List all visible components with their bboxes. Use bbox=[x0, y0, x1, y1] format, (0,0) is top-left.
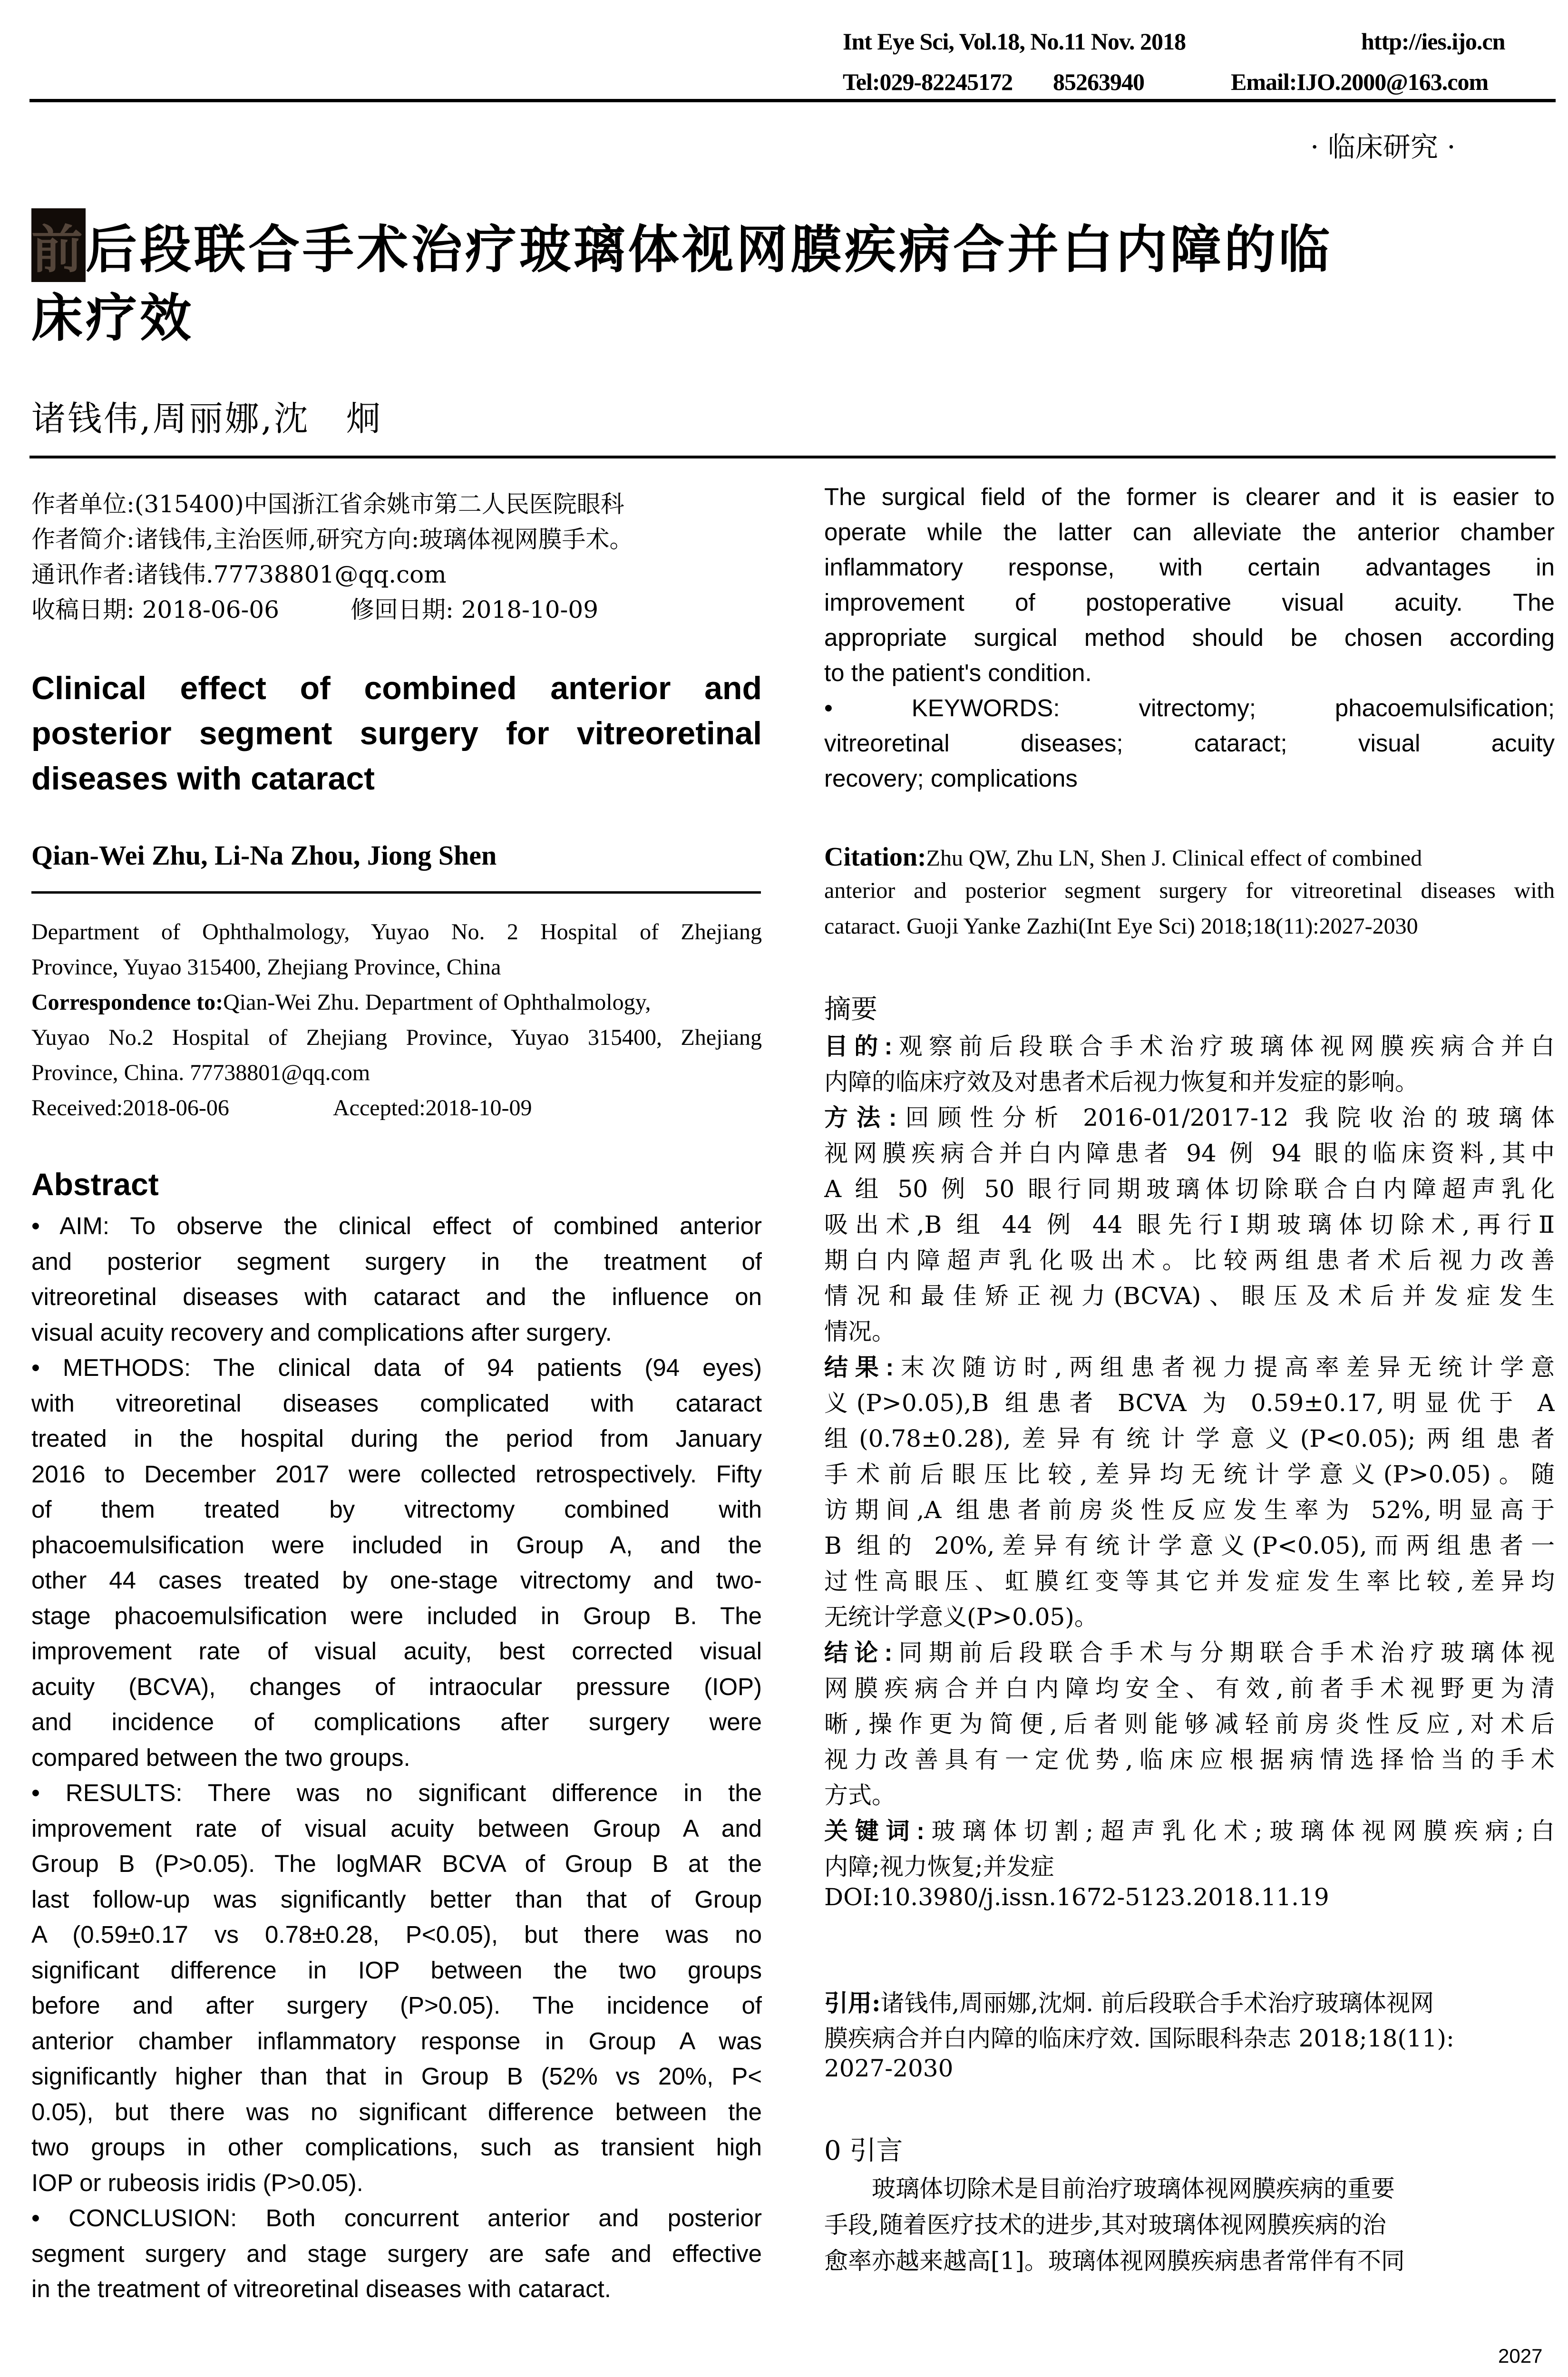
citation-cn-line2: 膜疾病合并白内障的临床疗效. 国际眼科杂志 2018;18(11): bbox=[824, 2025, 1454, 2052]
abstract-cn-text: 情况和最佳矫正视力(BCVA)、眼压及术后并发症发生 bbox=[824, 1282, 1555, 1310]
abstract-en-line: 2016 to December 2017 were collected retrospectively. Fifty bbox=[31, 1460, 762, 1488]
abstract-en-line: vitreoretinal diseases with cataract and the influence on bbox=[31, 1283, 762, 1310]
abstract-en-line: operate while the latter can alleviate the anterior chamber bbox=[824, 518, 1555, 546]
abstract-en-line: phacoemulsification were included in Group A, and the bbox=[31, 1531, 762, 1559]
abstract-en-line: in the treatment of vitreoretinal diseases with cataract. bbox=[31, 2275, 611, 2302]
abstract-en-line: appropriate surgical method should be chosen according bbox=[824, 624, 1555, 651]
abstract-en-line: segment surgery and stage surgery are safe and effective bbox=[31, 2240, 762, 2267]
citation-en-line1 bbox=[824, 842, 1422, 872]
abstract-en-line: compared between the two groups. bbox=[31, 1744, 410, 1771]
abstract-cn-label: 结论: bbox=[824, 1639, 893, 1666]
citation-en-text1: Zhu QW, Zhu LN, Shen J. Clinical effect of combined bbox=[926, 846, 1422, 871]
title-en-line2: posterior segment surgery for vitreoretinal bbox=[31, 715, 762, 751]
abstract-cn-line bbox=[824, 1241, 1555, 1276]
abstract-cn-text: 网膜疾病合并白内障均安全、有效,前者手术视野更为清 bbox=[824, 1675, 1555, 1702]
abstract-cn-heading: 摘要 bbox=[824, 994, 877, 1025]
abstract-cn-line bbox=[824, 1883, 1329, 1911]
abstract-cn-text: 观察前后段联合手术治疗玻璃体视网膜疾病合并白 bbox=[892, 1033, 1555, 1060]
abstract-en-line: Group B (P>0.05). The logMAR BCVA of Group B at the bbox=[31, 1850, 762, 1877]
abstract-cn-text: 内障的临床疗效及对患者术后视力恢复和并发症的影响。 bbox=[824, 1068, 1419, 1096]
title-en-line3: diseases with cataract bbox=[31, 760, 375, 797]
abstract-en-line: improvement rate of visual acuity, best corrected visual bbox=[31, 1637, 762, 1665]
corresponding-author: 通讯作者:诸钱伟.77738801@qq.com bbox=[31, 561, 447, 588]
abstract-en-line: last follow-up was significantly better than that of Group bbox=[31, 1885, 762, 1913]
abstract-cn-text: 吸出术,B 组 44 例 44 眼先行Ⅰ期玻璃体切除术,再行Ⅱ bbox=[824, 1211, 1555, 1238]
author-bio: 作者简介:诸钱伟,主治医师,研究方向:玻璃体视网膜手术。 bbox=[31, 526, 633, 553]
journal-url[interactable]: http://ies.ijo.cn bbox=[1361, 28, 1505, 55]
abstract-cn-text: 晰,操作更为简便,后者则能够减轻前房炎性反应,对术后 bbox=[824, 1710, 1555, 1738]
correspondence-line2: Yuyao No.2 Hospital of Zhejiang Province, Yuyao 315400, Zhejiang bbox=[31, 1025, 762, 1050]
abstract-heading: Abstract bbox=[31, 1167, 159, 1202]
intro-line2: 手段,随着医疗技术的进步,其对玻璃体视网膜疾病的治 bbox=[824, 2211, 1386, 2239]
citation-cn-text1: 诸钱伟,周丽娜,沈炯. 前后段联合手术治疗玻璃体视网 bbox=[880, 1989, 1434, 2017]
citation-cn-line1 bbox=[824, 1984, 1434, 2018]
journal-info: Int Eye Sci, Vol.18, No.11 Nov. 2018 bbox=[843, 28, 1186, 55]
abstract-en-line: other 44 cases treated by one-stage vitrectomy and two- bbox=[31, 1567, 762, 1594]
abstract-cn-text: 访期间,A 组患者前房炎性反应发生率为 52%,明显高于 bbox=[824, 1496, 1555, 1524]
abstract-en-line: treated in the hospital during the period from January bbox=[31, 1425, 762, 1452]
journal-email[interactable]: Email:IJO.2000@163.com bbox=[1231, 68, 1489, 95]
abstract-en-line: vitreoretinal diseases; cataract; visual acuity bbox=[824, 730, 1555, 757]
abstract-en-line: recovery; complications bbox=[824, 765, 1078, 792]
abstract-cn-text: 视网膜疾病合并白内障患者 94 例 94 眼的临床资料,其中 bbox=[824, 1140, 1555, 1167]
abstract-en-line: with vitreoretinal diseases complicated with cataract bbox=[31, 1389, 762, 1417]
abstract-cn-line bbox=[824, 1420, 1555, 1454]
title-cn-line1 bbox=[31, 208, 1333, 282]
abstract-en-line: significantly higher than that in Group B (52% vs 20%, P< bbox=[31, 2063, 762, 2090]
page-number: 2027 bbox=[1498, 2345, 1543, 2367]
abstract-cn-line bbox=[824, 1705, 1555, 1739]
abstract-cn-line bbox=[824, 1348, 1555, 1383]
abstract-en-line: and posterior segment surgery in the treatment of bbox=[31, 1247, 762, 1275]
abstract-cn-line bbox=[824, 1384, 1555, 1418]
abstract-cn-text: 义(P>0.05),B 组患者 BCVA 为 0.59±0.17,明显优于 A bbox=[824, 1389, 1555, 1417]
header-rule bbox=[29, 99, 1556, 102]
abstract-cn-text: 内障;视力恢复;并发症 bbox=[824, 1853, 1054, 1880]
abstract-cn-text: 方式。 bbox=[824, 1782, 896, 1809]
abstract-cn-line bbox=[824, 1598, 1098, 1632]
citation-en-line2: anterior and posterior segment surgery for vitreoretinal diseases with bbox=[824, 878, 1555, 903]
authors-en-rule bbox=[31, 891, 761, 894]
intro-heading: 0 引言 bbox=[824, 2135, 903, 2166]
abstract-en-line: • RESULTS: There was no significant difference in the bbox=[31, 1779, 762, 1806]
intro-line3: 愈率亦越来越高[1]。玻璃体视网膜疾病患者常伴有不同 bbox=[824, 2247, 1405, 2275]
received-en: Received:2018-06-06 bbox=[31, 1095, 229, 1120]
abstract-cn-text: 视力改善具有一定优势,临床应根据病情选择恰当的手术 bbox=[824, 1746, 1555, 1773]
received-revised-dates: 收稿日期: 2018-06-06 修回日期: 2018-10-09 bbox=[31, 596, 599, 623]
journal-tel: Tel:029-82245172 bbox=[843, 68, 1013, 95]
abstract-cn-line bbox=[824, 1527, 1555, 1561]
abstract-cn-line bbox=[824, 1812, 1555, 1846]
abstract-en-line: • KEYWORDS: vitrectomy; phacoemulsification; bbox=[824, 694, 1555, 721]
abstract-cn-line bbox=[824, 1491, 1555, 1525]
abstract-cn-text: 手术前后眼压比较,差异均无统计学意义(P>0.05)。随 bbox=[824, 1461, 1555, 1488]
abstract-en-line: and incidence of complications after surgery were bbox=[31, 1708, 762, 1735]
abstract-cn-line bbox=[824, 1170, 1555, 1204]
title-cn-rest: 后段联合手术治疗玻璃体视网膜疾病合并白内障的临 bbox=[86, 220, 1333, 280]
abstract-cn-text: A 组 50 例 50 眼行同期玻璃体切除联合白内障超声乳化 bbox=[824, 1175, 1555, 1203]
title-en-line1: Clinical effect of combined anterior and bbox=[31, 670, 762, 706]
abstract-en-line: before and after surgery (P>0.05). The incidence of bbox=[31, 1992, 762, 2019]
title-cn-line2: 床疗效 bbox=[31, 289, 195, 348]
citation-cn-line3: 2027-2030 bbox=[824, 2055, 954, 2082]
abstract-cn-text: 末次随访时,两组患者视力提高率差异无统计学意 bbox=[894, 1354, 1555, 1381]
abstract-en-line: IOP or rubeosis iridis (P>0.05). bbox=[31, 2169, 363, 2196]
abstract-en-line: two groups in other complications, such as transient high bbox=[31, 2133, 762, 2161]
citation-en-line3: cataract. Guoji Yanke Zazhi(Int Eye Sci) 2018;18(11):2027-2030 bbox=[824, 914, 1418, 939]
abstract-en-line: A (0.59±0.17 vs 0.78±0.28, P<0.05), but there was no bbox=[31, 1921, 762, 1948]
correspondence-line1 bbox=[31, 989, 651, 1015]
citation-en-label: Citation: bbox=[824, 842, 926, 872]
author-unit: 作者单位:(315400)中国浙江省余姚市第二人民医院眼科 bbox=[31, 490, 624, 518]
correspondence-line3: Province, China. 77738801@qq.com bbox=[31, 1060, 370, 1085]
abstract-cn-line bbox=[824, 1776, 896, 1811]
abstract-en-line: anterior chamber inflammatory response in Group A was bbox=[31, 2027, 762, 2055]
abstract-cn-text: 情况。 bbox=[824, 1318, 896, 1345]
abstract-en-line: The surgical field of the former is clearer and it is easier to bbox=[824, 483, 1555, 510]
abstract-cn-line bbox=[824, 1562, 1555, 1597]
abstract-cn-line bbox=[824, 1313, 896, 1347]
correspondence-label: Correspondence to: bbox=[31, 990, 224, 1015]
abstract-cn-line bbox=[824, 1063, 1419, 1097]
abstract-en-line: of them treated by vitrectomy combined with bbox=[31, 1496, 762, 1523]
abstract-cn-label: 结果: bbox=[824, 1354, 894, 1381]
abstract-cn-line bbox=[824, 1027, 1555, 1062]
authors-en: Qian-Wei Zhu, Li-Na Zhou, Jiong Shen bbox=[31, 840, 497, 871]
title-initial-char: 前 bbox=[31, 208, 86, 282]
accepted-en: Accepted:2018-10-09 bbox=[333, 1095, 532, 1120]
authors-cn: 诸钱伟,周丽娜,沈 炯 bbox=[31, 399, 382, 438]
abstract-cn-line bbox=[824, 1741, 1555, 1775]
abstract-en-line: to the patient's condition. bbox=[824, 659, 1092, 686]
abstract-en-line: inflammatory response, with certain advantages in bbox=[824, 554, 1555, 581]
abstract-cn-line bbox=[824, 1634, 1555, 1668]
abstract-cn-label: 关键词: bbox=[824, 1818, 925, 1844]
abstract-cn-line bbox=[824, 1206, 1555, 1240]
abstract-en-line: • METHODS: The clinical data of 94 patients (94 eyes) bbox=[31, 1354, 762, 1381]
citation-cn-label: 引用: bbox=[824, 1989, 881, 2017]
abstract-en-line: stage phacoemulsification were included in Group B. The bbox=[31, 1602, 762, 1629]
abstract-cn-text: 同期前后段联合手术与分期联合手术治疗玻璃体视 bbox=[892, 1639, 1555, 1666]
abstract-cn-line bbox=[824, 1455, 1555, 1490]
abstract-cn-text: 玻璃体切割;超声乳化术;玻璃体视网膜疾病;白 bbox=[924, 1817, 1555, 1845]
abstract-en-line: • CONCLUSION: Both concurrent anterior and posterior bbox=[31, 2204, 762, 2231]
abstract-cn-text: 过性高眼压、虹膜红变等其它并发症发生率比较,差异均 bbox=[824, 1568, 1555, 1595]
abstract-en-line: significant difference in IOP between the two groups bbox=[31, 1956, 762, 1984]
abstract-cn-line bbox=[824, 1099, 1555, 1133]
abstract-cn-label: 目的: bbox=[824, 1033, 893, 1060]
abstract-cn-label: 方法: bbox=[824, 1104, 897, 1131]
dept-line1: Department of Ophthalmology, Yuyao No. 2 Hospital of Zhejiang bbox=[31, 919, 762, 945]
abstract-cn-text: DOI:10.3980/j.issn.1672-5123.2018.11.19 bbox=[824, 1883, 1329, 1911]
authors-rule bbox=[29, 456, 1556, 458]
abstract-cn-line bbox=[824, 1134, 1555, 1169]
abstract-en-line: improvement of postoperative visual acuity. The bbox=[824, 589, 1555, 616]
abstract-en-line: 0.05), but there was no significant difference between the bbox=[31, 2098, 762, 2125]
abstract-cn-text: 无统计学意义(P>0.05)。 bbox=[824, 1603, 1098, 1631]
column-label: · 临床研究 · bbox=[1310, 131, 1456, 163]
abstract-cn-line bbox=[824, 1848, 1054, 1882]
intro-line1: 玻璃体切除术是目前治疗玻璃体视网膜疾病的重要 bbox=[872, 2175, 1395, 2202]
journal-tel2: 85263940 bbox=[1053, 68, 1144, 95]
abstract-en-line: visual acuity recovery and complications after surgery. bbox=[31, 1318, 612, 1346]
abstract-cn-line bbox=[824, 1277, 1555, 1311]
correspondence-text: Qian-Wei Zhu. Department of Ophthalmology, bbox=[223, 990, 651, 1015]
abstract-en-line: improvement rate of visual acuity between Group A and bbox=[31, 1814, 762, 1842]
abstract-cn-text: B 组的 20%,差异有统计学意义(P<0.05),而两组患者一 bbox=[824, 1532, 1555, 1559]
abstract-cn-text: 期白内障超声乳化吸出术。比较两组患者术后视力改善 bbox=[824, 1247, 1555, 1274]
abstract-cn-text: 回顾性分析 2016-01/2017-12 我院收治的玻璃体 bbox=[896, 1104, 1555, 1131]
abstract-cn-line bbox=[824, 1669, 1555, 1704]
abstract-en-line: acuity (BCVA), changes of intraocular pressure (IOP) bbox=[31, 1673, 762, 1700]
abstract-cn-text: 组(0.78±0.28),差异有统计学意义(P<0.05);两组患者 bbox=[824, 1425, 1555, 1452]
abstract-en-line: • AIM: To observe the clinical effect of combined anterior bbox=[31, 1212, 762, 1239]
dept-line2: Province, Yuyao 315400, Zhejiang Province, China bbox=[31, 955, 501, 980]
